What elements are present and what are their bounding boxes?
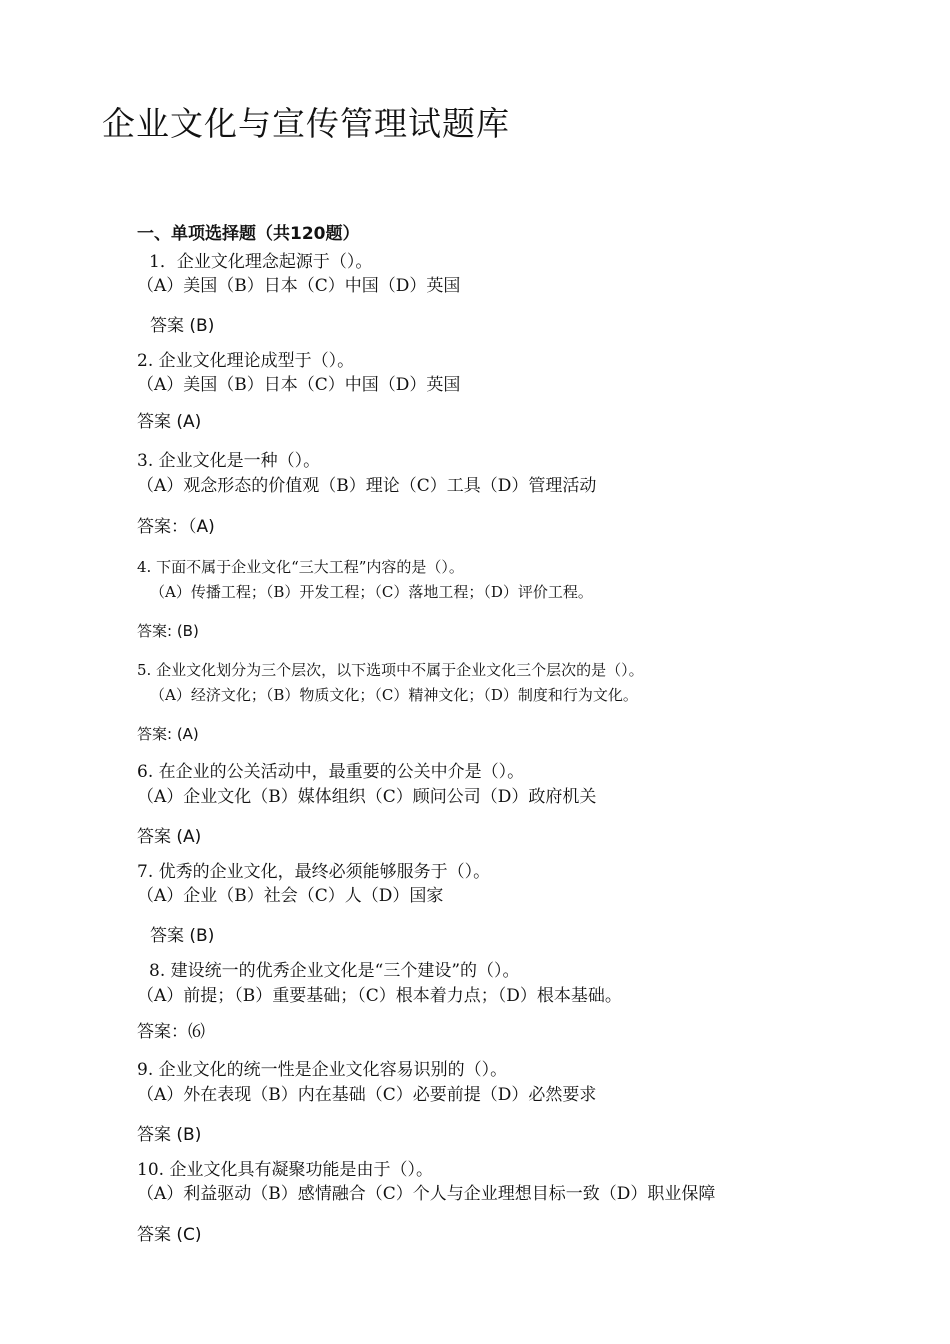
question-4-options: （A）传播工程；（B）开发工程；（C）落地工程；（D）评价工程。 <box>150 583 593 601</box>
question-8-options: （A）前提；（B）重要基础；（C）根本着力点；（D）根本基础。 <box>137 986 622 1006</box>
question-8-text: 8. 建设统一的优秀企业文化是“三个建设”的（）。 <box>149 961 520 981</box>
question-9-text: 9. 企业文化的统一性是企业文化容易识别的（）。 <box>137 1060 508 1080</box>
question-10-text: 10. 企业文化具有凝聚功能是由于（）。 <box>137 1160 433 1180</box>
question-1-answer: 答案 (B) <box>150 316 215 336</box>
question-9-answer: 答案 (B) <box>137 1125 202 1145</box>
question-10-options: （A）利益驱动（B）感情融合（C）个人与企业理想目标一致（D）职业保障 <box>137 1184 716 1204</box>
question-5-options: （A）经济文化；（B）物质文化；（C）精神文化；（D）制度和行为文化。 <box>150 686 638 704</box>
question-9-options: （A）外在表现（B）内在基础（C）必要前提（D）必然要求 <box>137 1085 597 1105</box>
document-title: 企业文化与宣传管理试题库 <box>102 104 510 143</box>
question-3-options: （A）观念形态的价值观（B）理论（C）工具（D）管理活动 <box>137 476 597 496</box>
question-3-answer: 答案：（A) <box>137 517 215 537</box>
question-5-text: 5. 企业文化划分为三个层次，以下选项中不属于企业文化三个层次的是（）。 <box>137 661 644 679</box>
question-6-options: （A）企业文化（B）媒体组织（C）顾问公司（D）政府机关 <box>137 787 597 807</box>
question-1-text: 1．企业文化理念起源于（）。 <box>149 252 373 272</box>
section-heading: 一、单项选择题（共120题） <box>137 224 360 244</box>
question-8-answer: 答案：⑹ <box>137 1022 205 1042</box>
question-7-options: （A）企业（B）社会（C）人（D）国家 <box>137 886 444 906</box>
question-2-text: 2. 企业文化理论成型于（）。 <box>137 351 355 371</box>
question-6-text: 6. 在企业的公关活动中，最重要的公关中介是（）。 <box>137 762 525 782</box>
question-2-answer: 答案 (A) <box>137 412 202 432</box>
question-5-answer: 答案: (A) <box>137 725 199 743</box>
question-4-text: 4. 下面不属于企业文化“三大工程”内容的是（）。 <box>137 558 464 576</box>
question-10-answer: 答案 (C) <box>137 1225 202 1245</box>
question-3-text: 3. 企业文化是一种（）。 <box>137 451 321 471</box>
question-7-text: 7. 优秀的企业文化，最终必须能够服务于（）。 <box>137 862 491 882</box>
question-7-answer: 答案 (B) <box>150 926 215 946</box>
question-1-options: （A）美国（B）日本（C）中国（D）英国 <box>137 276 461 296</box>
question-2-options: （A）美国（B）日本（C）中国（D）英国 <box>137 375 461 395</box>
question-6-answer: 答案 (A) <box>137 827 202 847</box>
question-4-answer: 答案: (B) <box>137 622 199 640</box>
